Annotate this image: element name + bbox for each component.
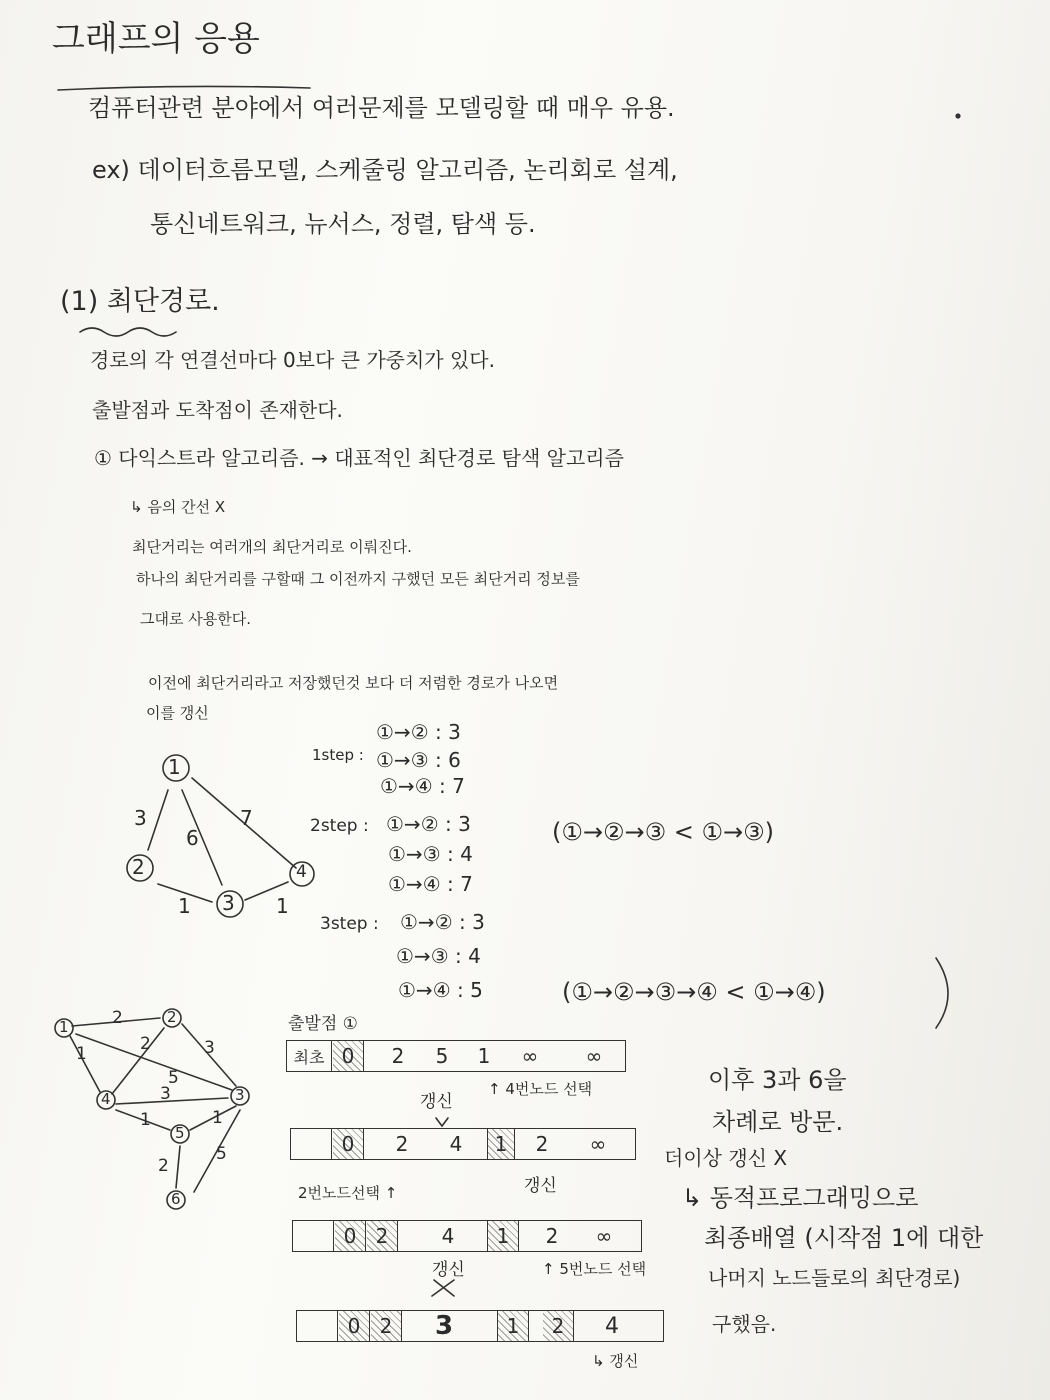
graph2-edge-label-23: 3 <box>204 1038 215 1058</box>
row3-cell-0 <box>293 1221 334 1251</box>
step1-line-3: ①→④ : 7 <box>380 774 465 798</box>
step3-line-1: ①→② : 3 <box>400 910 485 934</box>
row1-note: ↑ 4번노드 선택 <box>488 1080 593 1098</box>
graph2-edge-label-56: 2 <box>158 1156 169 1176</box>
graph1-edge-label-34: 1 <box>276 894 289 918</box>
side-note-4: ↳ 동적프로그래밍으로 <box>682 1184 919 1212</box>
heading-wavy-underline <box>80 328 176 336</box>
row4-cell-5: 2 <box>543 1311 574 1341</box>
note-negative-edge: ↳ 음의 간선 X <box>130 498 226 516</box>
graph1-node-label-4: 4 <box>296 862 307 882</box>
note-1: 최단거리는 여러개의 최단거리로 이뤄진다. <box>132 538 412 556</box>
section-heading: (1) 최단경로. <box>60 286 220 317</box>
row1-cell-2: 2 <box>391 1044 405 1068</box>
note-2: 하나의 최단거리를 구할때 그 이전까지 구했던 모든 최단거리 정보를 <box>136 570 580 588</box>
step3-line-3: ①→④ : 5 <box>398 978 483 1002</box>
update-label-3: 갱신 <box>432 1260 465 1280</box>
side-note-3: 더이상 갱신 X <box>664 1146 788 1170</box>
row3-cell-1: 0 <box>335 1221 366 1251</box>
row2-cell-4: 1 <box>487 1129 515 1159</box>
graph2-node-label-3: 3 <box>235 1086 245 1104</box>
graph2-edge-5-6 <box>176 1146 180 1188</box>
section-desc-1: 경로의 각 연결선마다 0보다 큰 가중치가 있다. <box>90 348 495 372</box>
graph2-node-label-1: 1 <box>59 1018 69 1036</box>
table-start-label: 출발점 ① <box>288 1014 358 1034</box>
graph2-edge-label-36: 5 <box>216 1144 227 1164</box>
update-arrow-1 <box>436 1118 448 1126</box>
row4-cell-3: 3 <box>434 1311 454 1341</box>
graph1-edge-label-23: 1 <box>178 894 191 918</box>
row4-cell-4: 1 <box>497 1311 529 1341</box>
graph2-node-label-5: 5 <box>175 1124 185 1142</box>
section-desc-2: 출발점과 도착점이 존재한다. <box>92 398 343 422</box>
graph1-edge-label-14: 7 <box>240 806 253 830</box>
distance-array-row-1 <box>286 1040 626 1072</box>
side-note-1: 이후 3과 6을 <box>708 1066 847 1094</box>
page-title: 그래프의 응용 <box>52 19 260 59</box>
graph1-node-label-1: 1 <box>168 755 181 779</box>
row2-cell-0 <box>291 1129 332 1159</box>
row1-cell-0: 최초 <box>287 1041 332 1071</box>
row4-note: ↳ 갱신 <box>592 1352 639 1370</box>
row3-cell-2: 2 <box>367 1221 398 1251</box>
graph2-edge-4-3 <box>116 1098 228 1104</box>
step3-paren <box>936 958 948 1028</box>
side-note-6: 나머지 노드들로의 최단경로) <box>708 1266 961 1290</box>
step3-line-2: ①→③ : 4 <box>396 944 481 968</box>
row3-cell-5: 2 <box>545 1224 559 1248</box>
graph2-node-label-6: 6 <box>171 1190 181 1208</box>
intro-line-3: 통신네트워크, 뉴서스, 정렬, 탐색 등. <box>150 210 536 238</box>
update-cross <box>432 1280 454 1296</box>
side-note-7: 구했음. <box>712 1312 777 1336</box>
title-underline <box>58 86 310 90</box>
distance-array-row-3 <box>292 1220 642 1252</box>
update-label-1: 갱신 <box>420 1092 453 1112</box>
distance-array-row-2 <box>290 1128 636 1160</box>
side-note-5: 최종배열 (시작점 1에 대한 <box>704 1224 984 1252</box>
row1-cell-3: 5 <box>435 1044 449 1068</box>
row2-note-left: 2번노드선택 ↑ <box>298 1184 398 1202</box>
graph2-edge-label-12: 2 <box>112 1008 123 1028</box>
note-5: 이를 갱신 <box>146 704 209 722</box>
side-note-2: 차례로 방문. <box>712 1108 844 1136</box>
note-4: 이전에 최단거리라고 저장했던것 보다 더 저렴한 경로가 나오면 <box>148 674 559 692</box>
intro-line-2: ex) 데이터흐름모델, 스케줄링 알고리즘, 논리회로 설계, <box>92 156 678 184</box>
row1-cell-1: 0 <box>333 1041 364 1071</box>
row1-cell-4: 1 <box>477 1044 491 1068</box>
step1-line-1: ①→② : 3 <box>376 720 461 744</box>
row3-cell-4: 1 <box>487 1221 519 1251</box>
row4-cell-1: 0 <box>339 1311 370 1341</box>
graph2-edge-label-24: 2 <box>140 1034 151 1054</box>
note-3: 그대로 사용한다. <box>140 610 251 628</box>
row2-cell-6: ∞ <box>589 1132 607 1156</box>
row2-cell-3: 4 <box>449 1132 463 1156</box>
graph2-edge-label-43: 3 <box>160 1084 171 1104</box>
graph2-edge-label-13: 5 <box>168 1068 179 1088</box>
row2-cell-1: 0 <box>333 1129 364 1159</box>
graph2-edge-label-53: 1 <box>212 1108 223 1128</box>
graph2-node-label-4: 4 <box>101 1090 111 1108</box>
step2-line-3: ①→④ : 7 <box>388 872 473 896</box>
step1-line-2: ①→③ : 6 <box>376 748 461 772</box>
graph2-edge-label-45: 1 <box>140 1110 151 1130</box>
graph2-edge-2-4 <box>112 1028 164 1094</box>
row3-cell-6: ∞ <box>595 1224 613 1248</box>
graph2-node-label-2: 2 <box>167 1008 177 1026</box>
graph1-edge-1-2 <box>148 790 168 850</box>
step2-line-1: ①→② : 3 <box>386 812 471 836</box>
distance-array-row-4 <box>296 1310 664 1342</box>
step2-note: (①→②→③ < ①→③) <box>552 818 774 846</box>
row3-cell-3: 4 <box>441 1224 455 1248</box>
row1-cell-6: ∞ <box>585 1044 603 1068</box>
step3-note: (①→②→③→④ < ①→④) <box>562 978 826 1006</box>
step1-label: 1step : <box>312 746 364 764</box>
graph1-node-label-3: 3 <box>222 891 235 915</box>
graph2-edge-label-14: 1 <box>76 1044 87 1064</box>
row2-cell-2: 2 <box>395 1132 409 1156</box>
intro-line-1: 컴퓨터관련 분야에서 여러문제를 모델링할 때 매우 유용. <box>88 94 675 122</box>
row2-note-right: 갱신 <box>524 1176 557 1196</box>
row2-cell-5: 2 <box>535 1132 549 1156</box>
graph1-node-label-2: 2 <box>132 855 145 879</box>
row4-cell-0 <box>297 1311 338 1341</box>
row3-note: ↑ 5번노드 선택 <box>542 1260 647 1278</box>
step3-label: 3step : <box>320 914 379 934</box>
row4-cell-2: 2 <box>371 1311 402 1341</box>
step2-label: 2step : <box>310 816 369 836</box>
row1-cell-5: ∞ <box>521 1044 539 1068</box>
graph1-edge-label-12: 3 <box>134 806 147 830</box>
step2-line-2: ①→③ : 4 <box>388 842 473 866</box>
graph1-edge-label-13: 6 <box>186 826 199 850</box>
row4-cell-6: 4 <box>605 1313 619 1339</box>
dijkstra-heading: ① 다익스트라 알고리즘. → 대표적인 최단경로 탐색 알고리즘 <box>94 446 624 470</box>
